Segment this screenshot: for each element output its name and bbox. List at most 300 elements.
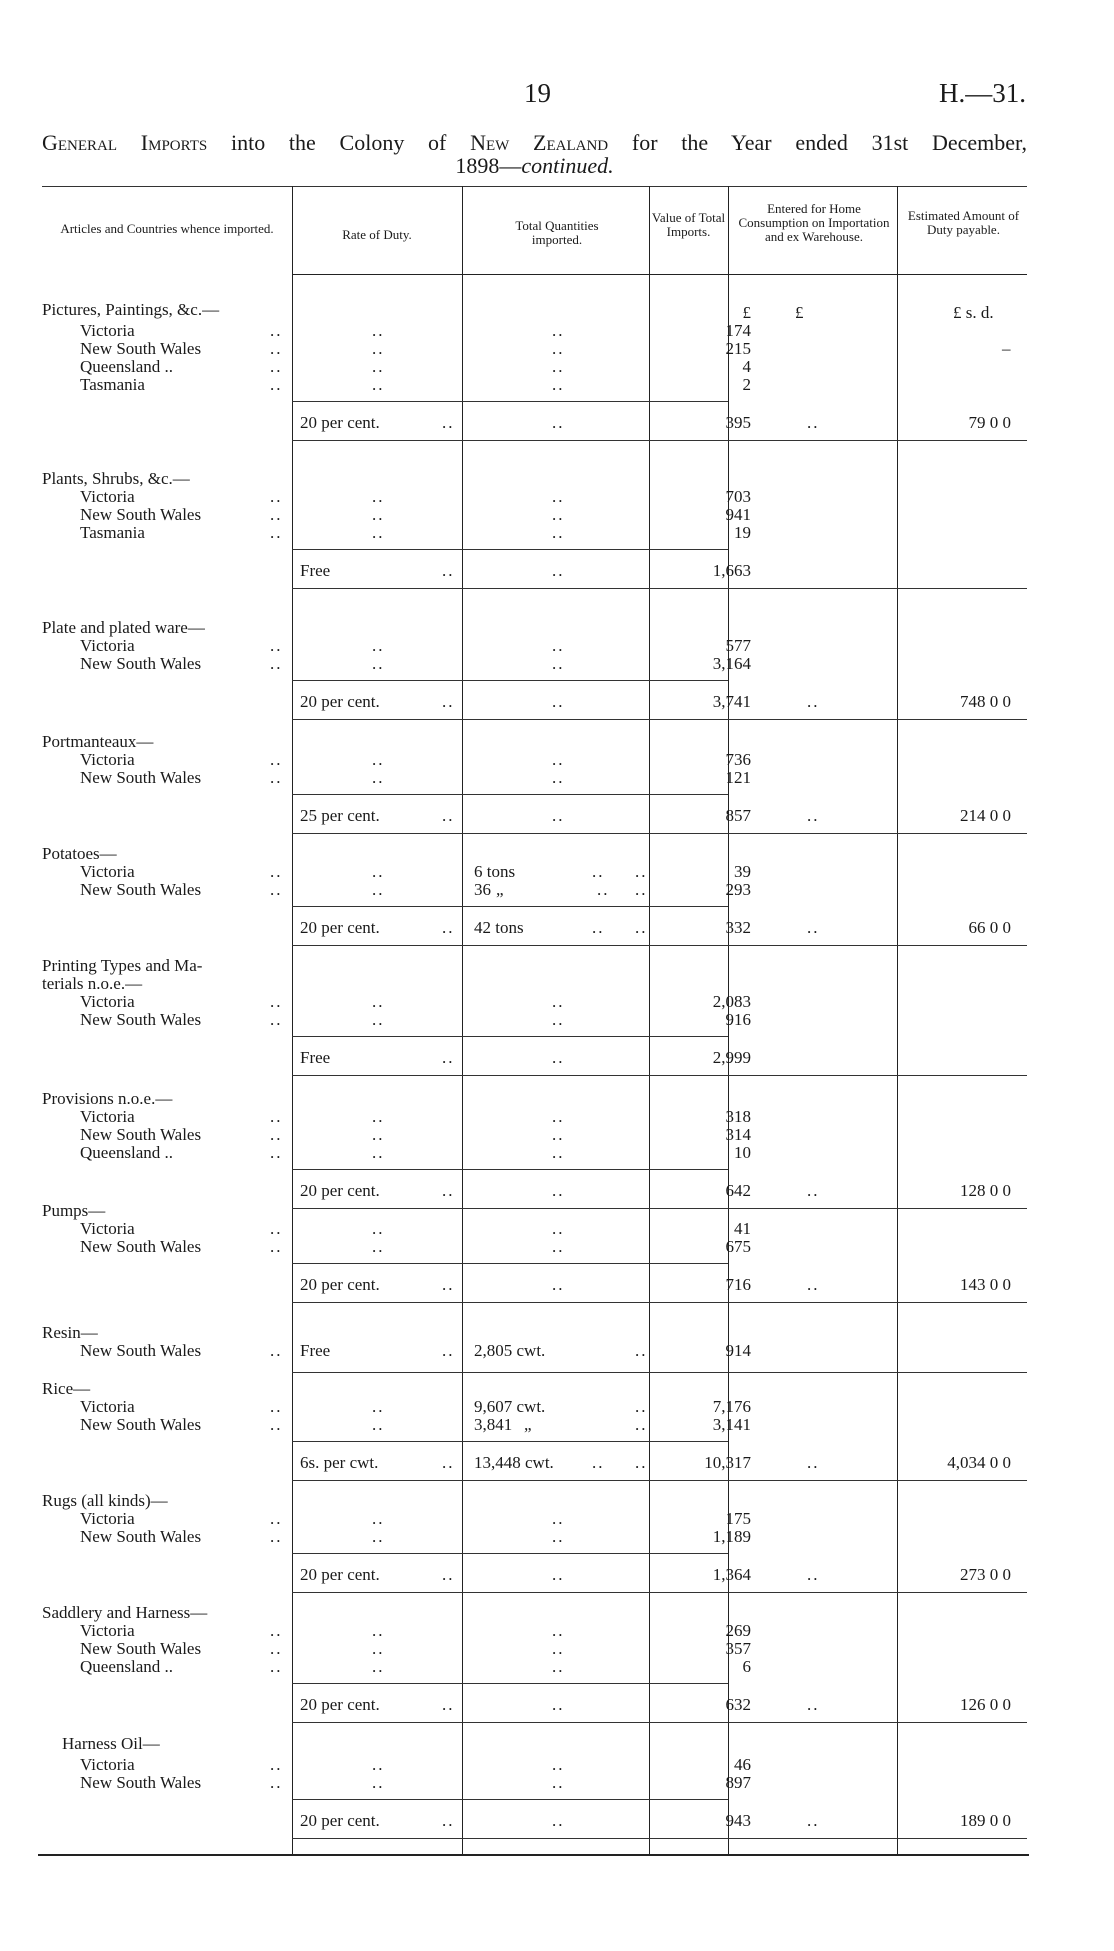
pound-sign-entered: £ (795, 303, 804, 322)
ditto-dots: .. (552, 1773, 565, 1792)
import-value: 675 (725, 1237, 751, 1256)
ditto-dots: .. (372, 750, 385, 769)
leader-dots: .. (597, 880, 610, 899)
rate-of-duty: 20 per cent. (300, 1695, 380, 1714)
ditto-dots: .. (372, 1219, 385, 1238)
total-row (42, 1182, 1027, 1200)
total-value: 1,663 (712, 561, 751, 580)
country-name: Victoria (80, 1621, 135, 1640)
section-name-line: Rice— (42, 1379, 91, 1398)
leader-dots: .. (442, 1341, 455, 1360)
rate-of-duty: 20 per cent. (300, 413, 380, 432)
ditto-dots: .. (372, 357, 385, 376)
country-name: New South Wales (80, 768, 202, 787)
table-row (42, 1774, 1027, 1792)
leader-dots: .. (442, 692, 455, 711)
section-name (42, 1492, 282, 1510)
import-value: 318 (725, 1107, 751, 1126)
table-row (42, 322, 1027, 340)
rate-of-duty: 20 per cent. (300, 1275, 380, 1294)
leader-dots: .. (442, 1565, 455, 1584)
import-value: 916 (725, 1010, 751, 1029)
leader-dots: .. (270, 375, 283, 394)
import-value: 174 (725, 321, 751, 340)
section-name-line: Saddlery and Harness— (42, 1603, 208, 1622)
country-name: Victoria (80, 1107, 135, 1126)
leader-dots: .. (270, 1657, 283, 1676)
duty-payable: 273 0 0 (960, 1565, 1011, 1584)
leader-dots: .. (270, 1143, 283, 1162)
rate-of-duty: 25 per cent. (300, 806, 380, 825)
ditto-dots: .. (372, 862, 385, 881)
row-rule (292, 1722, 1027, 1723)
header-rate: Rate of Duty. (342, 227, 412, 242)
section-name (42, 845, 282, 863)
section-name (42, 1090, 282, 1108)
row-rule (292, 906, 462, 907)
row-rule (292, 1480, 1027, 1481)
row-rule (462, 1169, 649, 1170)
section-name (42, 470, 282, 488)
entered-dots: .. (807, 806, 820, 825)
ditto-dots: .. (552, 561, 565, 580)
row-rule (462, 1553, 649, 1554)
leader-dots: .. (635, 918, 648, 937)
quantity: 3,841 (474, 1415, 513, 1434)
leader-dots: .. (592, 862, 605, 881)
section-name-line: terials n.o.e.— (42, 974, 143, 993)
total-row (42, 1566, 1027, 1584)
ditto-dots: .. (552, 505, 565, 524)
section-name-line: Plants, Shrubs, &c.— (42, 469, 190, 488)
section-name (42, 1324, 282, 1342)
table-row (42, 1658, 1027, 1676)
country-name: Victoria (80, 1397, 135, 1416)
leader-dots: .. (442, 1181, 455, 1200)
row-rule (292, 833, 1027, 834)
table-row (42, 993, 1027, 1011)
country-name: Victoria (80, 1509, 135, 1528)
row-rule (292, 794, 462, 795)
row-rule (462, 794, 649, 795)
country-name: Victoria (80, 992, 135, 1011)
country-name: Queensland .. (80, 1657, 174, 1676)
total-quantity: 13,448 cwt. (474, 1453, 554, 1472)
total-row (42, 562, 1027, 580)
row-rule (292, 1263, 462, 1264)
ditto-mark: „ (496, 880, 504, 899)
import-value: 4 (742, 357, 751, 376)
header-entered: Entered for Home Consumption on Importation and ex Warehouse. (738, 201, 890, 244)
duty-payable: 143 0 0 (960, 1275, 1011, 1294)
country-name: New South Wales (80, 1773, 202, 1792)
row-rule (292, 401, 462, 402)
row-rule (292, 1441, 462, 1442)
leader-dots: .. (592, 918, 605, 937)
ditto-dots: .. (552, 413, 565, 432)
leader-dots: .. (592, 1453, 605, 1472)
row-rule (292, 588, 1027, 589)
ditto-dots: .. (372, 1143, 385, 1162)
country-name: Queensland .. (80, 1143, 174, 1162)
import-value: 2 (742, 375, 751, 394)
row-rule (462, 1441, 649, 1442)
section-name-line: Harness Oil— (62, 1734, 160, 1753)
total-row (42, 1276, 1027, 1294)
quantity: 2,805 cwt. (474, 1341, 546, 1360)
ditto-dots: .. (552, 357, 565, 376)
country-name: Victoria (80, 862, 135, 881)
ditto-dots: .. (552, 636, 565, 655)
leader-dots: .. (442, 806, 455, 825)
row-rule (649, 794, 728, 795)
row-rule (462, 401, 649, 402)
duty-payable: 66 0 0 (968, 918, 1011, 937)
leader-dots: .. (270, 321, 283, 340)
country-name: New South Wales (80, 1341, 202, 1360)
table-row (42, 1622, 1027, 1640)
country-name: New South Wales (80, 1125, 202, 1144)
ditto-dots: .. (372, 1237, 385, 1256)
duty-payable: 748 0 0 (960, 692, 1011, 711)
import-value: 703 (725, 487, 751, 506)
ditto-dots: .. (372, 1397, 385, 1416)
import-value: 269 (725, 1621, 751, 1640)
total-quantity: 42 tons (474, 918, 524, 937)
ditto-dots: .. (552, 523, 565, 542)
country-name: New South Wales (80, 1010, 202, 1029)
total-value: 3,741 (712, 692, 751, 711)
leader-dots: .. (442, 1048, 455, 1067)
row-rule (649, 1169, 728, 1170)
leader-dots: .. (270, 1773, 283, 1792)
row-rule (462, 906, 649, 907)
import-value: 46 (734, 1755, 751, 1774)
ditto-dots: .. (552, 487, 565, 506)
row-rule (462, 1263, 649, 1264)
leader-dots: .. (442, 1811, 455, 1830)
total-value: 943 (725, 1811, 751, 1830)
country-name: Victoria (80, 1219, 135, 1238)
quantity: 6 tons (474, 862, 516, 881)
table-row (42, 751, 1027, 769)
leader-dots: .. (270, 880, 283, 899)
ditto-dots: .. (372, 1107, 385, 1126)
row-rule (292, 1799, 462, 1800)
ditto-dots: .. (372, 654, 385, 673)
row-rule (649, 1036, 728, 1037)
country-name: Victoria (80, 750, 135, 769)
ditto-dots: .. (552, 1143, 565, 1162)
leader-dots: .. (635, 1341, 648, 1360)
title-year: 1898— (455, 153, 522, 178)
ditto-dots: .. (372, 1010, 385, 1029)
leader-dots: .. (270, 1010, 283, 1029)
row-rule (292, 1169, 462, 1170)
total-row (42, 807, 1027, 825)
ditto-dots: .. (552, 1048, 565, 1067)
ditto-dots: .. (552, 1657, 565, 1676)
title-prefix: General Imports (42, 130, 208, 155)
table-row (42, 1640, 1027, 1658)
title-place: New Zealand (470, 130, 609, 155)
leader-dots: .. (270, 750, 283, 769)
ditto-dots: .. (372, 1509, 385, 1528)
duty-payable: 126 0 0 (960, 1695, 1011, 1714)
ditto-dots: .. (372, 768, 385, 787)
ditto-dots: .. (372, 1125, 385, 1144)
rate-of-duty: 20 per cent. (300, 918, 380, 937)
leader-dots: .. (270, 1237, 283, 1256)
ditto-dots: .. (372, 487, 385, 506)
total-row (42, 1049, 1027, 1067)
leader-dots: .. (270, 636, 283, 655)
ditto-dots: .. (372, 321, 385, 340)
leader-dots: .. (635, 862, 648, 881)
country-name: Queensland .. (80, 357, 174, 376)
import-value: 39 (734, 862, 751, 881)
country-name: New South Wales (80, 339, 202, 358)
total-value: 332 (725, 918, 751, 937)
duty-payable: 79 0 0 (968, 413, 1011, 432)
ditto-dots: .. (552, 1639, 565, 1658)
leader-dots: .. (442, 1453, 455, 1472)
duty-payable: 128 0 0 (960, 1181, 1011, 1200)
country-name: Tasmania (80, 523, 145, 542)
row-rule (292, 1075, 1027, 1076)
total-value: 1,364 (712, 1565, 751, 1584)
leader-dots: .. (442, 1695, 455, 1714)
leader-dots: .. (270, 862, 283, 881)
ditto-dots: .. (372, 1755, 385, 1774)
title-continued: continued. (521, 153, 614, 178)
table-row (42, 1756, 1027, 1774)
ditto-dots: .. (372, 523, 385, 542)
row-rule (462, 1799, 649, 1800)
import-value: 7,176 (712, 1397, 751, 1416)
ditto-dots: .. (552, 692, 565, 711)
section-name (42, 957, 282, 993)
ditto-dots: .. (552, 1275, 565, 1294)
country-name: Victoria (80, 321, 135, 340)
leader-dots: .. (635, 1397, 648, 1416)
table-row (42, 655, 1027, 673)
table-row (42, 1342, 1027, 1360)
row-rule (292, 440, 1027, 441)
country-name: Victoria (80, 636, 135, 655)
import-value: 215 (725, 339, 751, 358)
country-name: New South Wales (80, 1415, 202, 1434)
section-name-line: Rugs (all kinds)— (42, 1491, 168, 1510)
country-name: New South Wales (80, 505, 202, 524)
row-rule (292, 1036, 462, 1037)
entered-dots: .. (807, 1565, 820, 1584)
ditto-dots: .. (552, 1219, 565, 1238)
ditto-dots: .. (552, 1010, 565, 1029)
leader-dots: .. (442, 1275, 455, 1294)
ditto-dots: .. (372, 1415, 385, 1434)
currency-row (42, 304, 1027, 322)
table-row (42, 1528, 1027, 1546)
import-value: 6 (742, 1657, 751, 1676)
ditto-dots: .. (372, 636, 385, 655)
ditto-dots: .. (552, 992, 565, 1011)
table-row (42, 769, 1027, 787)
pound-sign-duty: £ s. d. (953, 303, 994, 322)
table-row (42, 1126, 1027, 1144)
leader-dots: .. (270, 1639, 283, 1658)
row-rule (462, 1036, 649, 1037)
rate-of-duty: 20 per cent. (300, 1565, 380, 1584)
row-rule (292, 719, 1027, 720)
leader-dots: .. (270, 768, 283, 787)
leader-dots: .. (270, 992, 283, 1011)
page-title (42, 131, 1027, 177)
row-rule (292, 549, 462, 550)
table-row (42, 488, 1027, 506)
section-name-line: Portmanteaux— (42, 732, 154, 751)
row-rule (649, 1683, 728, 1684)
table-row (42, 1238, 1027, 1256)
table-row (42, 1398, 1027, 1416)
ditto-dots: .. (552, 321, 565, 340)
row-rule (292, 1553, 462, 1554)
ditto-dots: .. (552, 1125, 565, 1144)
section-name (42, 1380, 282, 1398)
leader-dots: .. (270, 654, 283, 673)
section-name-line: Provisions n.o.e.— (42, 1089, 173, 1108)
import-value: 2,083 (712, 992, 751, 1011)
import-value: 3,164 (712, 654, 751, 673)
total-value: 857 (725, 806, 751, 825)
import-value: 897 (725, 1773, 751, 1792)
duty-payable: 189 0 0 (960, 1811, 1011, 1830)
leader-dots: .. (270, 1107, 283, 1126)
row-rule (649, 549, 728, 550)
section-name-line: Pictures, Paintings, &c.— (42, 300, 220, 319)
row-rule (292, 1838, 1027, 1839)
leader-dots: .. (270, 1397, 283, 1416)
rate-of-duty: 6s. per cwt. (300, 1453, 379, 1472)
total-value: 716 (725, 1275, 751, 1294)
total-row (42, 1696, 1027, 1714)
total-value: 642 (725, 1181, 751, 1200)
title-suffix: for the Year ended 31st December, (608, 130, 1028, 155)
entered-dots: .. (807, 918, 820, 937)
row-rule (292, 1592, 1027, 1593)
table-row (42, 1510, 1027, 1528)
leader-dots: .. (270, 1509, 283, 1528)
row-rule (649, 1799, 728, 1800)
table-row (42, 637, 1027, 655)
leader-dots: .. (270, 339, 283, 358)
ditto-dots: .. (552, 750, 565, 769)
ditto-dots: .. (372, 1527, 385, 1546)
import-value: 293 (725, 880, 751, 899)
ditto-dots: .. (552, 768, 565, 787)
leader-dots: .. (270, 523, 283, 542)
country-name: Tasmania (80, 375, 145, 394)
ditto-dots: .. (552, 339, 565, 358)
leader-dots: .. (635, 880, 648, 899)
ditto-dots: .. (372, 1639, 385, 1658)
duty-payable: 4,034 0 0 (947, 1453, 1011, 1472)
leader-dots: .. (270, 505, 283, 524)
total-row (42, 1454, 1027, 1472)
row-rule (649, 1441, 728, 1442)
row-rule (649, 401, 728, 402)
country-name: New South Wales (80, 1527, 202, 1546)
leader-dots: .. (270, 1755, 283, 1774)
table-row (42, 376, 1027, 394)
import-value: 41 (734, 1219, 751, 1238)
rate-of-duty: 20 per cent. (300, 692, 380, 711)
entered-dots: .. (807, 1453, 820, 1472)
row-rule (649, 680, 728, 681)
ditto-dots: .. (372, 992, 385, 1011)
ditto-dots: .. (552, 1621, 565, 1640)
import-value: 736 (725, 750, 751, 769)
country-name: Victoria (80, 1755, 135, 1774)
row-rule (292, 1302, 1027, 1303)
section-name-line: Printing Types and Ma- (42, 956, 203, 975)
ditto-dots: .. (552, 1811, 565, 1830)
import-value: 577 (725, 636, 751, 655)
table-row (42, 524, 1027, 542)
table-row (42, 1011, 1027, 1029)
import-value: 121 (725, 768, 751, 787)
row-rule (462, 1683, 649, 1684)
ditto-dots: .. (552, 1527, 565, 1546)
import-value: 941 (725, 505, 751, 524)
country-name: New South Wales (80, 654, 202, 673)
ditto-dots: .. (552, 1755, 565, 1774)
import-value: 10 (734, 1143, 751, 1162)
ditto-dots: .. (372, 375, 385, 394)
section-name-line: Potatoes— (42, 844, 117, 863)
rate-of-duty: 20 per cent. (300, 1811, 380, 1830)
section-name (42, 733, 282, 751)
ditto-dots: .. (552, 1107, 565, 1126)
header-duty: Estimated Amount of Duty payable. (907, 208, 1020, 237)
total-value: 10,317 (704, 1453, 751, 1472)
import-value: 19 (734, 523, 751, 542)
ditto-dots: .. (372, 880, 385, 899)
leader-dots: .. (442, 413, 455, 432)
country-name: Victoria (80, 487, 135, 506)
ditto-dots: .. (552, 1565, 565, 1584)
total-row (42, 693, 1027, 711)
ditto-dots: .. (372, 1621, 385, 1640)
row-rule (462, 549, 649, 550)
entered-dots: .. (807, 1811, 820, 1830)
ditto-dots: .. (372, 1773, 385, 1792)
quantity: 9,607 cwt. (474, 1397, 546, 1416)
ditto-dots: .. (372, 339, 385, 358)
entered-dots: .. (807, 1275, 820, 1294)
table-row (42, 863, 1027, 881)
section-name-line: Resin— (42, 1323, 98, 1342)
row-rule (292, 680, 462, 681)
row-rule (649, 906, 728, 907)
ditto-dots: .. (552, 1181, 565, 1200)
header-quantities: Total Quantities imported. (515, 218, 599, 247)
table-row (42, 340, 1027, 358)
ditto-dots: .. (552, 375, 565, 394)
table-row (42, 358, 1027, 376)
table-row (42, 1220, 1027, 1238)
leader-dots: .. (270, 1125, 283, 1144)
